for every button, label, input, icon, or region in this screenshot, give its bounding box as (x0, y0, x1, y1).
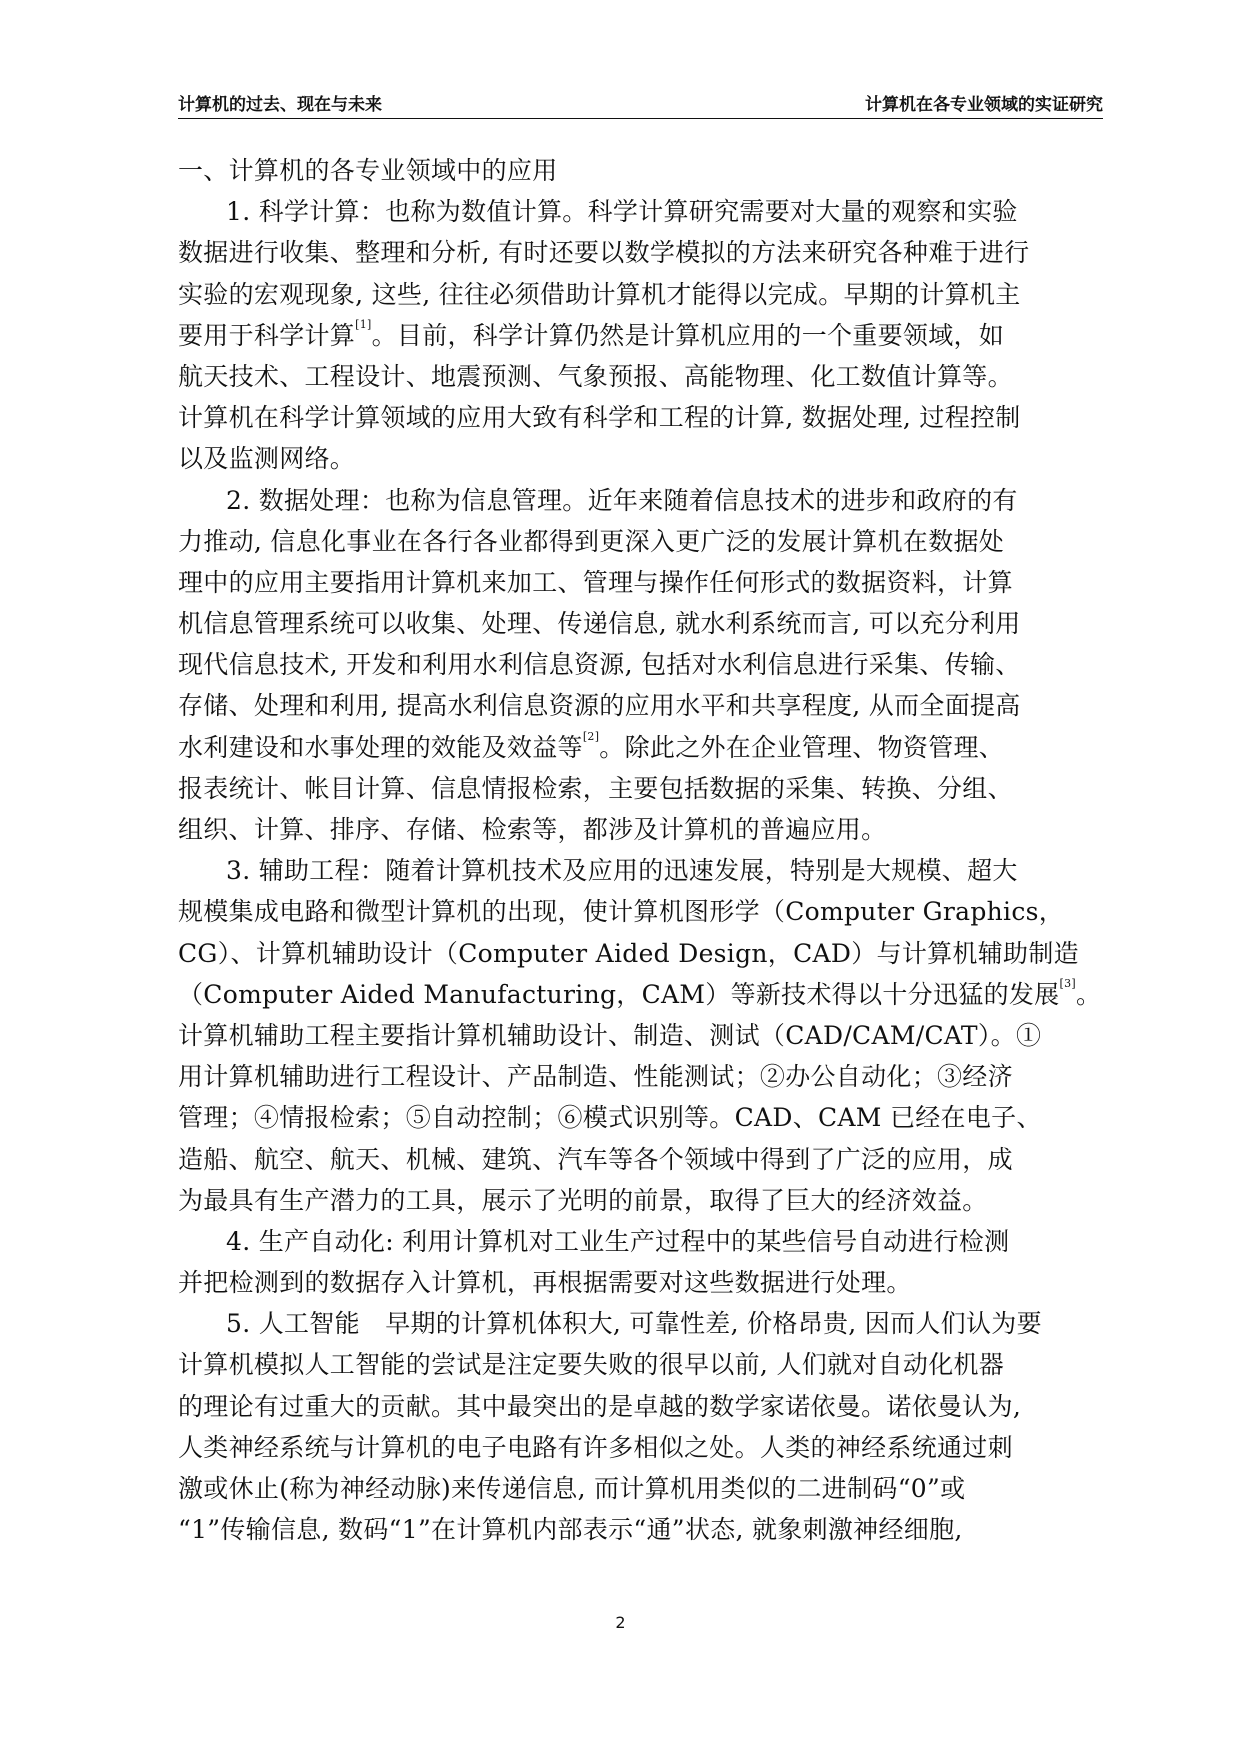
text-line: 以及监测网络。 (178, 444, 356, 474)
text-span: 要用于科学计算 (178, 320, 356, 350)
text-line: 1. 科学计算：也称为数值计算。科学计算研究需要对大量的观察和实验 (226, 197, 1018, 227)
text-line: 造船、航空、航天、机械、建筑、汽车等各个领域中得到了广泛的应用，成 (178, 1144, 1013, 1174)
text-line: 机信息管理系统可以收集、处理、传递信息, 就水利系统而言, 可以充分利用 (178, 609, 1021, 639)
text-line: CG）、计算机辅助设计（Computer Aided Design，CAD）与计算机辅助制造 (178, 938, 1079, 968)
page-header (178, 86, 1103, 119)
text-line: 组织、计算、排序、存储、检索等，都涉及计算机的普遍应用。 (178, 815, 887, 844)
text-line: 计算机辅助工程主要指计算机辅助设计、制造、测试（CAD/CAM/CAT）。① (178, 1020, 1042, 1050)
citation-ref: [3] (1059, 976, 1076, 990)
text-span: 。目前，科学计算仍然是计算机应用的一个重要领域，如 (371, 320, 1005, 350)
page-number: 2 (615, 1613, 626, 1632)
text-line: 激或休止(称为神经动脉)来传递信息, 而计算机用类似的二进制码“0”或 (178, 1474, 966, 1503)
body-text (178, 150, 1109, 1550)
text-line: 规模集成电路和微型计算机的出现，使计算机图形学（Computer Graphics， (178, 897, 1065, 927)
text-line (178, 315, 1109, 356)
text-line: 航天技术、工程设计、地震预测、气象预报、高能物理、化工数值计算等。 (178, 361, 1013, 391)
text-line: 的理论有过重大的贡献。其中最突出的是卓越的数学家诺依曼。诺依曼认为, (178, 1391, 1022, 1421)
text-span: 水利建设和水事处理的效能及效益等 (178, 732, 583, 762)
header-left-title: 计算机的过去、现在与未来 (178, 95, 382, 115)
text-line: “1”传输信息, 数码“1”在计算机内部表示“通”状态, 就象刺激神经细胞, (178, 1515, 963, 1545)
citation-ref: [1] (355, 317, 372, 331)
text-span: （Computer Aided Manufacturing，CAM）等新技术得以十分迅猛的发展 (178, 979, 1060, 1009)
text-line: 3. 辅助工程：随着计算机技术及应用的迅速发展，特别是大规模、超大 (226, 856, 1018, 886)
text-line: 人类神经系统与计算机的电子电路有许多相似之处。人类的神经系统通过刺 (178, 1432, 1013, 1462)
text-line: 用计算机辅助进行工程设计、产品制造、性能测试；②办公自动化；③经济 (178, 1062, 1013, 1092)
text-line: 力推动, 信息化事业在各行各业都得到更深入更广泛的发展计算机在数据处 (178, 526, 1005, 556)
text-line: 报表统计、帐目计算、信息情报检索，主要包括数据的采集、转换、分组、 (178, 773, 1013, 803)
text-line: 现代信息技术, 开发和利用水利信息资源, 包括对水利信息进行采集、传输、 (178, 650, 1021, 680)
text-line: 存储、处理和利用, 提高水利信息资源的应用水平和共享程度, 从而全面提高 (178, 691, 1021, 721)
text-line (178, 727, 1109, 768)
citation-ref: [2] (582, 729, 600, 743)
text-line: 为最具有生产潜力的工具，展示了光明的前景，取得了巨大的经济效益。 (178, 1185, 988, 1215)
text-line: 计算机模拟人工智能的尝试是注定要失败的很早以前, 人们就对自动化机器 (178, 1350, 1005, 1380)
text-line: 2. 数据处理：也称为信息管理。近年来随着信息技术的进步和政府的有 (226, 485, 1018, 515)
text-line: 4. 生产自动化: 利用计算机对工业生产过程中的某些信号自动进行检测 (226, 1226, 1010, 1256)
text-line: 实验的宏观现象, 这些, 往往必须借助计算机才能得以完成。早期的计算机主 (178, 279, 1021, 309)
text-line (178, 974, 1109, 1015)
text-line: 数据进行收集、整理和分析, 有时还要以数学模拟的方法来研究各种难于进行 (178, 238, 1030, 268)
text-span: 。 (1075, 979, 1102, 1009)
header-right-title: 计算机在各专业领域的实证研究 (865, 95, 1103, 115)
text-line: 5. 人工智能 早期的计算机体积大, 可靠性差, 价格昂贵, 因而人们认为要 (226, 1309, 1042, 1339)
text-line: 管理；④情报检索；⑤自动控制；⑥模式识别等。CAD、CAM 已经在电子、 (178, 1103, 1042, 1133)
text-line: 并把检测到的数据存入计算机，再根据需要对这些数据进行处理。 (178, 1268, 912, 1298)
text-span: 。除此之外在企业管理、物资管理、 (599, 732, 1005, 762)
section-heading: 一、计算机的各专业领域中的应用 (178, 156, 558, 185)
text-line: 计算机在科学计算领域的应用大致有科学和工程的计算, 数据处理, 过程控制 (178, 403, 1021, 433)
text-line: 理中的应用主要指用计算机来加工、管理与操作任何形式的数据资料，计算 (178, 567, 1013, 597)
